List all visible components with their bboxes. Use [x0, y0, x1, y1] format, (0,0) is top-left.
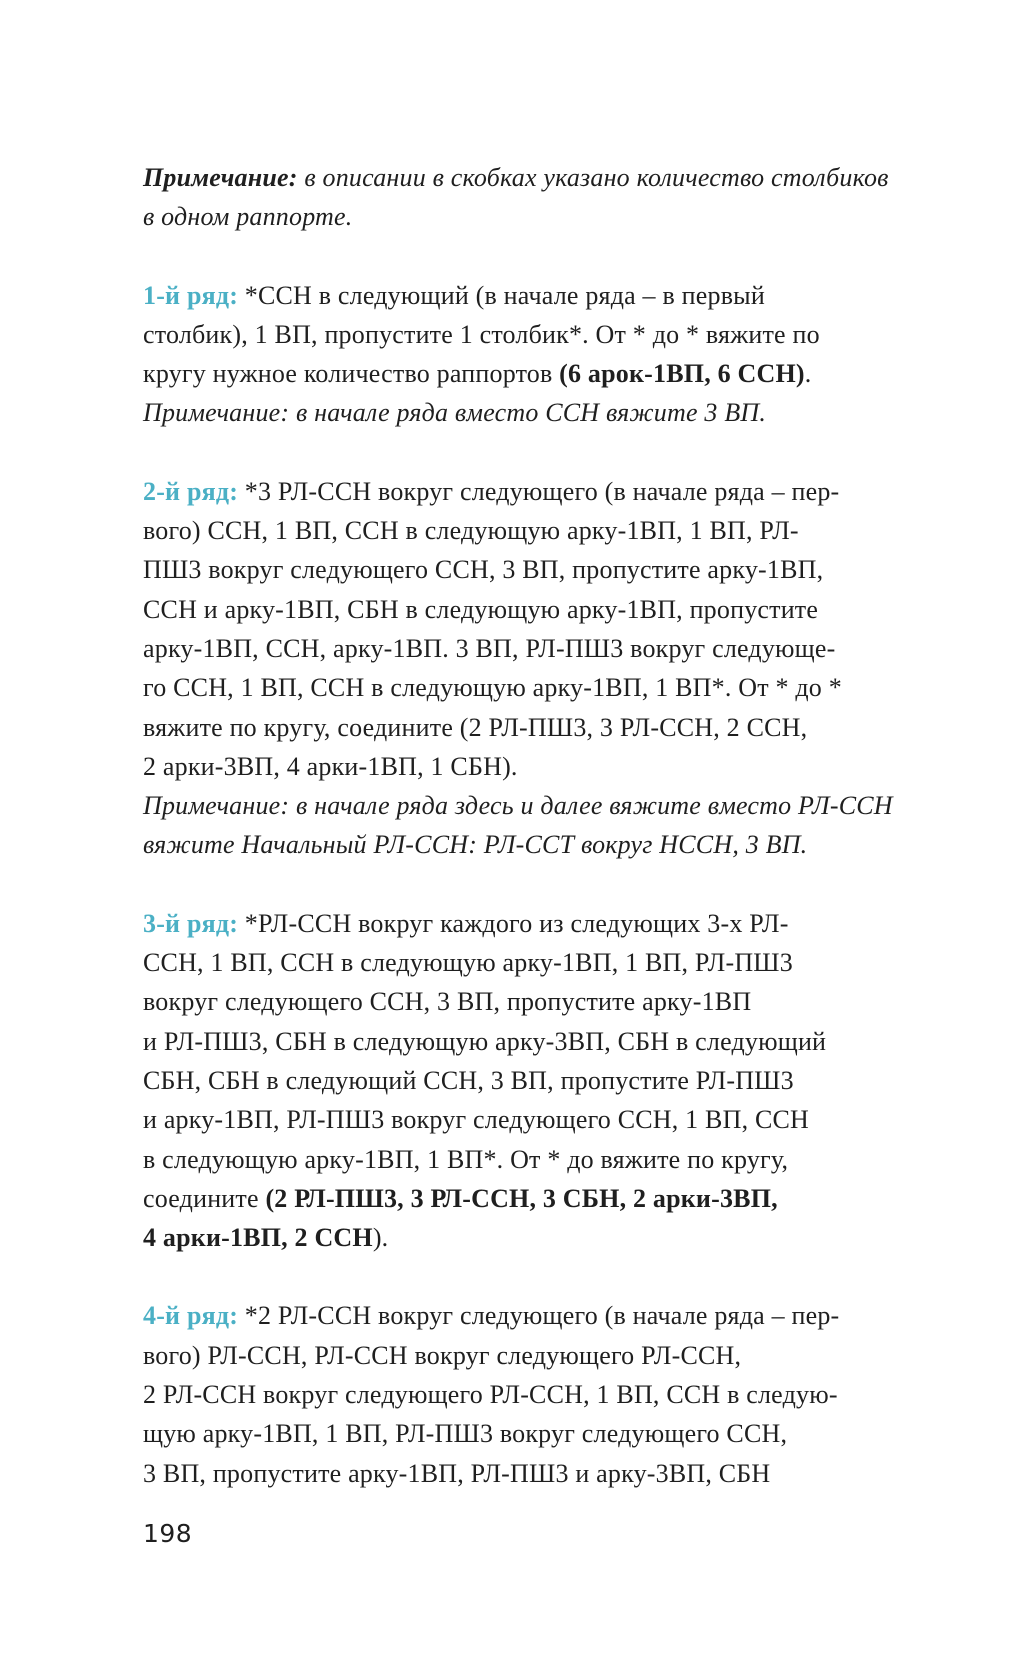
text-line: ПШ3 вокруг следующего ССН, 3 ВП, пропустите арку-1ВП,	[143, 555, 824, 585]
page-body	[143, 158, 953, 1532]
row-label: 4-й ряд:	[143, 1301, 239, 1331]
row-note: Примечание: в начале ряда здесь и далее вяжите вместо РЛ-ССН	[143, 791, 893, 821]
page-number: 198	[143, 1519, 193, 1548]
text-line: 2 РЛ-ССН вокруг следующего РЛ-ССН, 1 ВП, ССН в следую-	[143, 1380, 838, 1410]
text-line: ССН и арку-1ВП, СБН в следующую арку-1ВП, пропустите	[143, 594, 819, 624]
row-label: 3-й ряд:	[143, 908, 239, 938]
text-line: столбик), 1 ВП, пропустите 1 столбик*. От * до * вяжите по	[143, 319, 820, 349]
text-line: СБН, СБН в следующий ССН, 3 ВП, пропустите РЛ-ПШ3	[143, 1065, 794, 1095]
row-label: 1-й ряд:	[143, 280, 239, 310]
row-label: 2-й ряд:	[143, 476, 239, 506]
text-line: и арку-1ВП, РЛ-ПШ3 вокруг следующего ССН, 1 ВП, ССН	[143, 1105, 810, 1135]
text-line: вого) РЛ-ССН, РЛ-ССН вокруг следующего РЛ-ССН,	[143, 1340, 742, 1370]
text-line: 4 арки-1ВП, 2 ССН).	[143, 1223, 389, 1253]
row-note: вяжите Начальный РЛ-ССН: РЛ-ССТ вокруг НССН, 3 ВП.	[143, 830, 808, 860]
intro-note-line: в одном раппорте.	[143, 202, 353, 232]
text-line: 3 ВП, пропустите арку-1ВП, РЛ-ПШ3 и арку-3ВП, СБН	[143, 1458, 771, 1488]
row-3-instructions	[143, 904, 953, 1258]
text-line: вокруг следующего ССН, 3 ВП, пропустите арку-1ВП	[143, 987, 752, 1017]
text-line: арку-1ВП, ССН, арку-1ВП. 3 ВП, РЛ-ПШ3 вокруг следующе-	[143, 633, 836, 663]
note-label: Примечание:	[143, 163, 298, 192]
text-line: в следующую арку-1ВП, 1 ВП*. От * до вяжите по кругу,	[143, 1144, 789, 1174]
stitch-count: (6 арок-1ВП, 6 ССН)	[559, 359, 805, 389]
text-line: 3-й ряд: *РЛ-ССН вокруг каждого из следующих 3-х РЛ-	[143, 908, 789, 938]
stitch-count: 4 арки-1ВП, 2 ССН	[143, 1223, 373, 1253]
text-line: 4-й ряд: *2 РЛ-ССН вокруг следующего (в начале ряда – пер-	[143, 1301, 840, 1331]
intro-note-line: Примечание: в описании в скобках указано количество столбиков	[143, 163, 889, 192]
text-line: 2-й ряд: *3 РЛ-ССН вокруг следующего (в начале ряда – пер-	[143, 476, 840, 506]
text-line: 1-й ряд: *ССН в следующий (в начале ряда – в первый	[143, 280, 765, 310]
text-line: го ССН, 1 ВП, ССН в следующую арку-1ВП, 1 ВП*. От * до *	[143, 673, 842, 703]
text-line: кругу нужное количество раппортов (6 арок-1ВП, 6 ССН).	[143, 359, 812, 389]
stitch-count: (2 РЛ-ПШ3, 3 РЛ-ССН, 3 СБН, 2 арки-3ВП,	[265, 1183, 778, 1213]
text-line: 2 арки-3ВП, 4 арки-1ВП, 1 СБН).	[143, 751, 518, 781]
text-line: щую арку-1ВП, 1 ВП, РЛ-ПШ3 вокруг следующего ССН,	[143, 1419, 788, 1449]
text-line: соедините (2 РЛ-ПШ3, 3 РЛ-ССН, 3 СБН, 2 арки-3ВП,	[143, 1183, 778, 1213]
row-2-instructions	[143, 472, 953, 865]
text-line: вого) ССН, 1 ВП, ССН в следующую арку-1ВП, 1 ВП, РЛ-	[143, 516, 799, 546]
row-1-instructions	[143, 276, 953, 433]
text-line: вяжите по кругу, соедините (2 РЛ-ПШ3, 3 РЛ-ССН, 2 ССН,	[143, 712, 808, 742]
text-line: и РЛ-ПШ3, СБН в следующую арку-3ВП, СБН в следующий	[143, 1026, 827, 1056]
intro-note	[143, 158, 953, 237]
row-4-instructions	[143, 1296, 953, 1492]
row-note: Примечание: в начале ряда вместо ССН вяжите 3 ВП.	[143, 398, 767, 428]
text-line: ССН, 1 ВП, ССН в следующую арку-1ВП, 1 ВП, РЛ-ПШ3	[143, 948, 793, 978]
